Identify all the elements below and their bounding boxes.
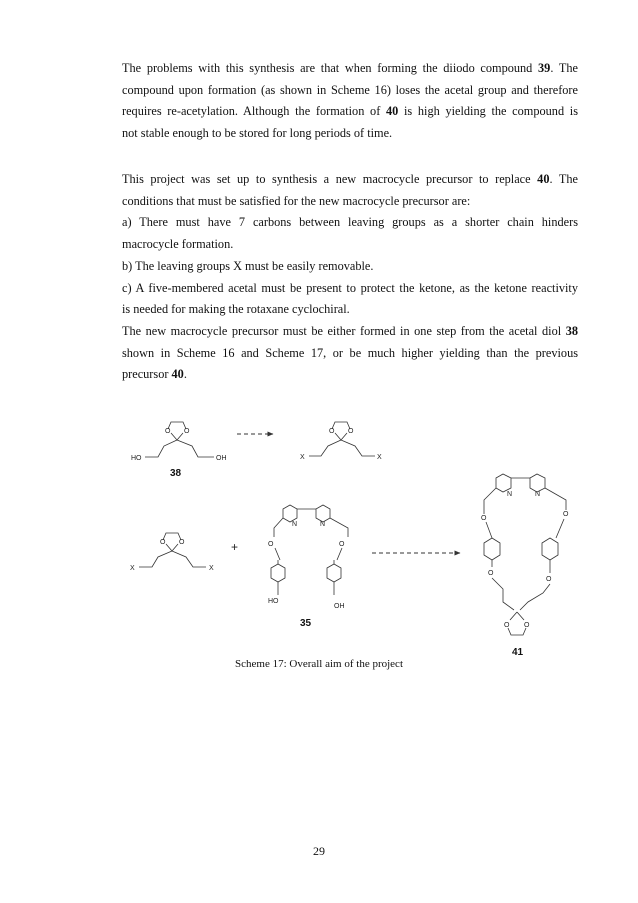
compound-number-35: 35 xyxy=(300,618,312,629)
acetal-oxygen: O xyxy=(329,428,335,435)
acetal-oxygen: O xyxy=(184,428,190,435)
compound-35-structure xyxy=(268,505,348,629)
leaving-group-x: X xyxy=(130,565,135,572)
compound-number-38: 38 xyxy=(170,468,182,479)
page-number: 29 xyxy=(313,844,325,858)
ether-oxygen: O xyxy=(488,570,494,577)
hydroxyl-label: HO xyxy=(268,598,279,605)
paragraph-1-line-3: requires re-acetylation. Although the formation of 40 is high yielding the compound is xyxy=(122,104,578,119)
acetal-oxygen: O xyxy=(179,539,185,546)
condition-c-line-2: is needed for making the rotaxane cyclochiral. xyxy=(122,302,350,317)
compound-41-structure xyxy=(481,474,569,658)
hydroxyl-label: OH xyxy=(334,603,345,610)
compound-38-structure xyxy=(131,422,227,479)
paragraph-2-line-new-3: precursor 40. xyxy=(122,367,187,382)
compound-ref-39: 39 xyxy=(538,61,551,75)
hydroxyl-label: HO xyxy=(131,455,142,462)
paragraph-1-line-4: not stable enough to be stored for long periods of time. xyxy=(122,126,393,141)
compound-number-41: 41 xyxy=(512,647,524,658)
paragraph-1-line-2: compound upon formation (as shown in Scheme 16) loses the acetal group and therefore xyxy=(122,82,578,97)
acetal-oxygen: O xyxy=(524,622,530,629)
ether-oxygen: O xyxy=(339,541,345,548)
paragraph-2-line-2: conditions that must be satisfied for the new macrocycle precursor are: xyxy=(122,193,471,208)
acetal-oxygen: O xyxy=(504,622,510,629)
pyridine-nitrogen: N xyxy=(507,491,513,498)
pyridine-nitrogen: N xyxy=(535,491,541,498)
compound-ref-38: 38 xyxy=(565,323,578,338)
target-precursor-structure xyxy=(300,422,382,461)
hydroxyl-label: OH xyxy=(216,455,227,462)
ether-oxygen: O xyxy=(563,511,569,518)
leaving-group-x: X xyxy=(209,565,214,572)
leaving-group-x: X xyxy=(300,454,305,461)
paragraph-2-line-new-2: shown in Scheme 16 and Scheme 17, or be much higher yielding than the previous xyxy=(122,345,578,360)
condition-a-line-1: a) There must have 7 carbons between leaving groups as a shorter chain hinders xyxy=(122,215,578,230)
compound-ref-40: 40 xyxy=(171,367,184,382)
ether-oxygen: O xyxy=(481,515,487,522)
compound-ref-40: 40 xyxy=(537,172,550,186)
compound-ref-40: 40 xyxy=(386,104,399,119)
ether-oxygen: O xyxy=(268,541,274,548)
pyridine-nitrogen: N xyxy=(320,521,326,528)
acetal-oxygen: O xyxy=(160,539,166,546)
acetal-oxygen: O xyxy=(348,428,354,435)
paragraph-1-line-1: The problems with this synthesis are that when forming the diiodo compound 39. The xyxy=(122,61,578,75)
condition-c-line-1: c) A five-membered acetal must be present to protect the ketone, as the ketone reactivity xyxy=(122,280,578,295)
pyridine-nitrogen: N xyxy=(292,521,298,528)
paragraph-2-line-1: This project was set up to synthesis a new macrocycle precursor to replace 40. The xyxy=(122,172,579,186)
condition-b: b) The leaving groups X must be easily removable. xyxy=(122,258,374,273)
paragraph-2-line-new-1: The new macrocycle precursor must be either formed in one step from the acetal diol 38 xyxy=(122,323,578,338)
scheme-caption: Scheme 17: Overall aim of the project xyxy=(235,658,403,670)
acetal-oxygen: O xyxy=(165,428,171,435)
precursor-row2-structure xyxy=(130,533,214,572)
condition-a-line-2: macrocycle formation. xyxy=(122,237,234,252)
ether-oxygen: O xyxy=(546,576,552,583)
plus-sign: + xyxy=(231,540,239,554)
leaving-group-x: X xyxy=(377,454,382,461)
